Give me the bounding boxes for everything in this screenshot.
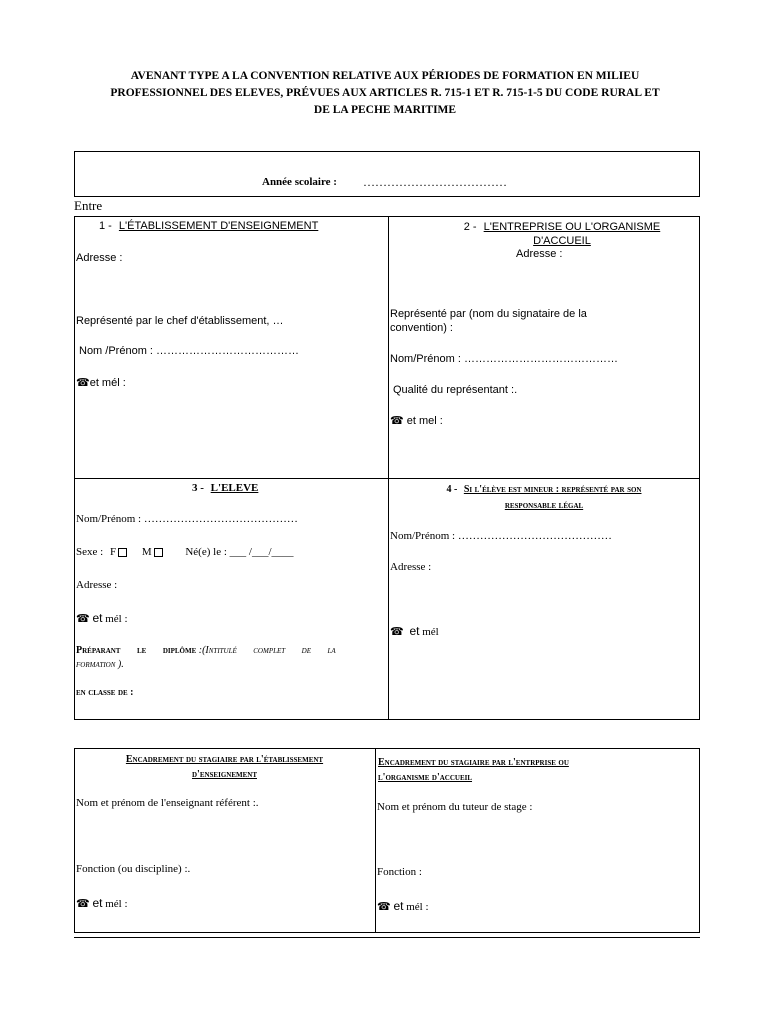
section3-contact-mel: mél : xyxy=(105,613,128,625)
section2-heading xyxy=(388,220,700,248)
section3-name[interactable]: Nom/Prénom : …………………………………… xyxy=(76,513,298,525)
section1-heading xyxy=(99,220,318,232)
phone-icon: ☎ xyxy=(76,612,90,625)
supervision-company-heading xyxy=(378,755,569,785)
section2-represented[interactable] xyxy=(390,307,587,335)
document-title xyxy=(60,68,710,119)
section4-address[interactable]: Adresse : xyxy=(390,561,432,573)
phone-icon: ☎ xyxy=(76,376,90,389)
parties-divider-vertical xyxy=(388,216,389,720)
section3-title: L'ELEVE xyxy=(210,482,259,494)
supervision-company-tutor[interactable]: Nom et prénom du tuteur de stage : xyxy=(377,801,533,813)
entre-label: Entre xyxy=(74,198,103,213)
parties-divider-horizontal xyxy=(74,478,700,479)
section3-contact-et: et xyxy=(92,611,103,625)
section4-heading xyxy=(388,482,700,514)
sex-m-checkbox[interactable] xyxy=(154,548,163,557)
supervision-school-heading-line1: Encadrement du stagiaire par l'établissement xyxy=(125,754,324,765)
section1-name[interactable]: Nom /Prénom : ………………………………… xyxy=(79,345,300,357)
birth-date-field[interactable]: Né(e) le : ___ /___/____ xyxy=(185,546,294,558)
title-line-3: DE LA PECHE MARITIME xyxy=(313,104,457,116)
section3-class[interactable]: en classe de : xyxy=(76,687,134,698)
supervision-school-contact-mel: mél : xyxy=(105,898,128,910)
sex-m-label: M xyxy=(141,546,152,558)
section4-contact-et: et xyxy=(409,624,420,638)
section4-contact[interactable] xyxy=(390,624,439,638)
section2-contact-label: et mel : xyxy=(406,415,443,427)
section1-contact[interactable] xyxy=(76,376,126,389)
section4-title-line1: Si l'élève est mineur : représenté par son xyxy=(463,484,642,495)
section2-represented-line1: Représenté par (nom du signataire de la xyxy=(390,308,587,320)
section3-address[interactable]: Adresse : xyxy=(76,579,118,591)
phone-icon: ☎ xyxy=(390,414,404,427)
section1-title: L'ÉTABLISSEMENT D'ENSEIGNEMENT xyxy=(118,220,319,232)
supervision-school-heading-line2: d'enseignement xyxy=(191,769,257,780)
school-year-box xyxy=(74,151,700,197)
supervision-school-contact-et: et xyxy=(92,896,103,910)
supervision-company-contact-mel: mél : xyxy=(406,901,429,913)
sex-label: Sexe : xyxy=(76,546,104,558)
diploma-label: Préparant le diplôme xyxy=(76,645,197,656)
supervision-bottom-line xyxy=(74,937,700,938)
supervision-school-contact[interactable] xyxy=(76,896,128,910)
sex-f-label: F xyxy=(109,546,117,558)
section2-address[interactable]: Adresse : xyxy=(516,248,563,260)
section2-number: 2 - xyxy=(463,221,477,233)
section1-represented[interactable]: Représenté par le chef d'établissement, … xyxy=(76,315,284,327)
section3-number: 3 - xyxy=(192,482,204,494)
phone-icon: ☎ xyxy=(377,900,391,913)
supervision-school-heading xyxy=(74,752,375,782)
section1-number: 1 - xyxy=(99,220,112,232)
supervision-school-function[interactable]: Fonction (ou discipline) :. xyxy=(76,863,191,875)
section2-title-line2: D'ACCUEIL xyxy=(533,235,591,247)
supervision-company-heading-line2: l'organisme d'accueil xyxy=(378,772,473,783)
section4-title-line2: responsable légal xyxy=(504,500,584,511)
diploma-line2: formation ). xyxy=(76,659,124,670)
supervision-company-heading-line1: Encadrement du stagiaire par l'entrprise ou xyxy=(378,757,569,768)
phone-icon: ☎ xyxy=(390,625,404,638)
section4-name[interactable]: Nom/Prénom : …………………………………… xyxy=(390,530,612,542)
supervision-divider xyxy=(375,748,376,933)
section1-contact-label: et mél : xyxy=(89,377,126,389)
supervision-company-function[interactable]: Fonction : xyxy=(377,866,422,878)
supervision-school-teacher[interactable]: Nom et prénom de l'enseignant référent :. xyxy=(76,797,259,809)
section3-diploma[interactable] xyxy=(76,644,388,672)
section2-name[interactable]: Nom/Prénom : …………………………………… xyxy=(390,353,618,365)
section1-address[interactable]: Adresse : xyxy=(76,252,123,264)
diploma-detail: :(Intitulé complet de la xyxy=(198,645,336,656)
section4-number: 4 - xyxy=(446,484,458,495)
section3-contact[interactable] xyxy=(76,611,128,625)
section2-quality[interactable]: Qualité du représentant :. xyxy=(393,384,518,396)
supervision-company-contact[interactable] xyxy=(377,899,429,913)
section4-contact-mel: mél xyxy=(422,626,439,638)
school-year-field[interactable]: ……………………………… xyxy=(363,175,507,189)
title-line-1: AVENANT TYPE A LA CONVENTION RELATIVE AUX PÉRIODES DE FORMATION EN MILIEU xyxy=(130,70,640,82)
sex-f-checkbox[interactable] xyxy=(118,548,127,557)
section2-title-line1: L'ENTREPRISE OU L'ORGANISME xyxy=(483,221,661,233)
section3-heading xyxy=(192,482,258,494)
supervision-company-contact-et: et xyxy=(393,899,404,913)
section2-contact[interactable] xyxy=(390,414,443,427)
section2-represented-line2: convention) : xyxy=(390,322,453,334)
phone-icon: ☎ xyxy=(76,897,90,910)
section3-sex-birth xyxy=(76,546,294,558)
title-line-2: PROFESSIONNEL DES ELEVES, PRÉVUES AUX ARTICLES R. 715-1 ET R. 715-1-5 DU CODE RURAL ET xyxy=(110,87,660,99)
school-year-label: Année scolaire : xyxy=(262,176,337,188)
